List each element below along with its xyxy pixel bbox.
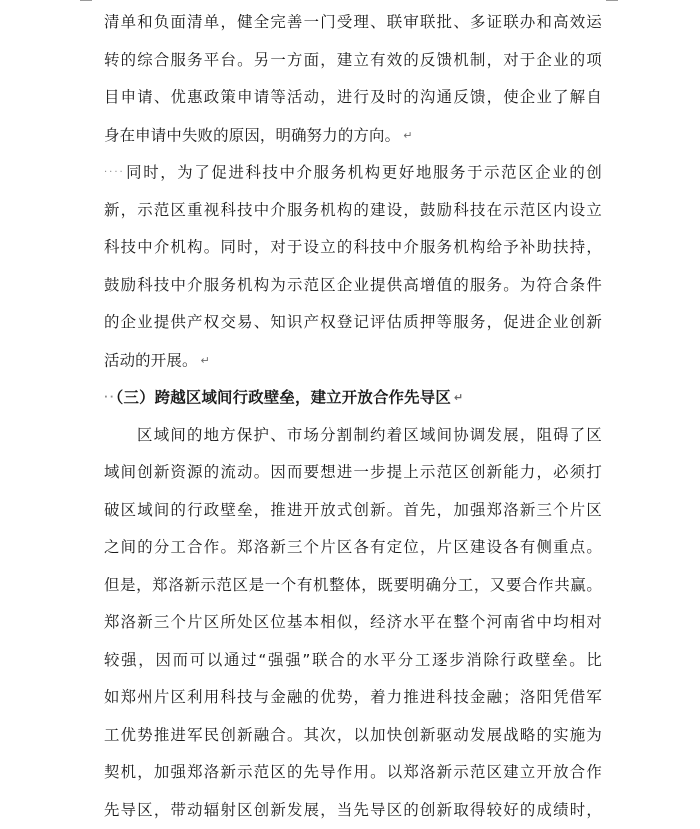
text-line: 如郑州片区利用科技与金融的优势，着力推进科技金融；洛阳凭借军 [104, 679, 602, 717]
text-line: 清单和负面清单，健全完善一门受理、联审联批、多证联办和高效运 [104, 4, 602, 42]
text-line: 新，示范区重视科技中介服务机构的建设，鼓励科技在示范区内设立 [104, 192, 602, 230]
paragraph-mark: ↵ [454, 391, 463, 404]
text-line: 之间的分工合作。郑洛新三个片区各有定位，片区建设各有侧重点。 [104, 529, 602, 567]
text-line: 目申请、优惠政策申请等活动，进行及时的沟通反馈，使企业了解自 [104, 79, 602, 117]
indent-marker: ···· [104, 167, 125, 178]
paragraph-mark: ↵ [201, 354, 210, 367]
text-line: 破区域间的行政壁垒，推进开放式创新。首先，加强郑洛新三个片区 [104, 492, 602, 530]
text-line: 活动的开展。 ↵ [104, 342, 602, 380]
text-line: 工优势推进军民创新融合。其次，以加快创新驱动发展战略的实施为 [104, 717, 602, 755]
text-line: 但是，郑洛新示范区是一个有机整体，既要明确分工，又要合作共赢。 [104, 567, 602, 605]
text-line: 鼓励科技中介服务机构为示范区企业提供高增值的服务。为符合条件 [104, 267, 602, 305]
text-line: 转的综合服务平台。另一方面，建立有效的反馈机制，对于企业的项 [104, 42, 602, 80]
text-line: 较强，因而可以通过“强强”联合的水平分工逐步消除行政壁垒。比 [104, 642, 602, 680]
paragraph-mark: ↵ [403, 129, 412, 142]
document-body[interactable] [104, 4, 602, 829]
section-heading: ··（三）跨越区域间行政壁垒，建立开放合作先导区 ↵ [104, 379, 602, 417]
text-line: ····同时，为了促进科技中介服务机构更好地服务于示范区企业的创 [104, 154, 602, 192]
text-line: 科技中介机构。同时，对于设立的科技中介服务机构给予补助扶持， [104, 229, 602, 267]
page-corner-mark-right [606, 0, 618, 1]
indent-marker: ·· [104, 392, 116, 403]
text-line: 的企业提供产权交易、知识产权登记评估质押等服务，促进企业创新 [104, 304, 602, 342]
text-line: 身在申请中失败的原因，明确努力的方向。 ↵ [104, 117, 602, 155]
text-line: 契机，加强郑洛新示范区的先导作用。以郑洛新示范区建立开放合作 [104, 754, 602, 792]
page-corner-mark-left [80, 0, 92, 1]
text-line: 郑洛新三个片区所处区位基本相似，经济水平在整个河南省中均相对 [104, 604, 602, 642]
text-line: 区域间的地方保护、市场分割制约着区域间协调发展，阻碍了区 [104, 417, 602, 455]
text-line: 域间创新资源的流动。因而要想进一步提上示范区创新能力，必须打 [104, 454, 602, 492]
text-line: 先导区，带动辐射区创新发展，当先导区的创新取得较好的成绩时， [104, 792, 602, 829]
